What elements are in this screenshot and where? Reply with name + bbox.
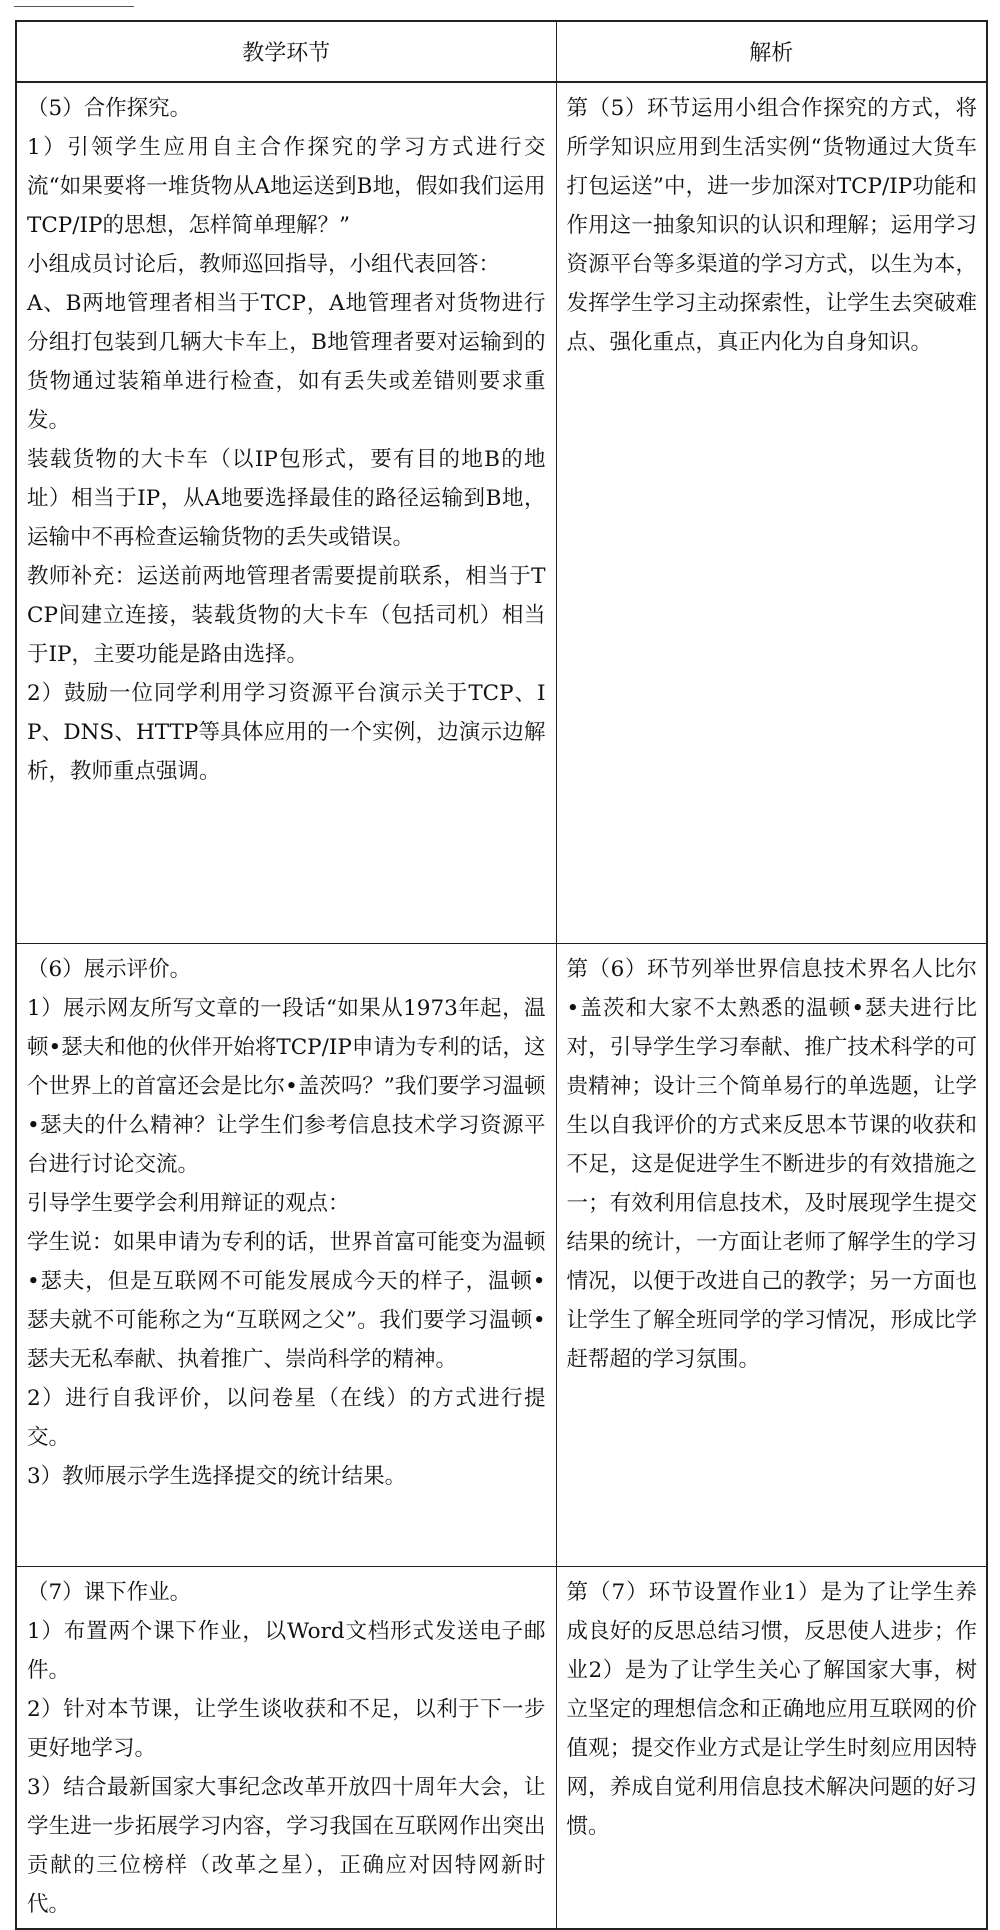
table-row <box>16 1567 987 1930</box>
stage-7-title: （7）课下作业。 <box>27 1580 192 1605</box>
analysis-cell-6 <box>556 944 987 1567</box>
stage-7-item-2: 2）针对本节课，让学生谈收获和不足，以利于下一步更好地学习。 <box>27 1697 546 1761</box>
stage-5-item-2: 2）鼓励一位同学利用学习资源平台演示关于TCP、IP、DNS、HTTP等具体应用的一个实例，边演示边解析，教师重点强调。 <box>27 681 546 784</box>
stage-7-item-3: 3）结合最新国家大事纪念改革开放四十周年大会，让学生进一步拓展学习内容，学习我国在互联网作出突出贡献的三位榜样（改革之星），正确应对因特网新时代。 <box>27 1775 546 1917</box>
stage-cell-7 <box>16 1567 556 1930</box>
stage-cell-5 <box>16 82 556 944</box>
stage-6-guide: 引导学生要学会利用辩证的观点： <box>27 1191 350 1216</box>
stage-5-teacher-note: 教师补充：运送前两地管理者需要提前联系，相当于TCP间建立连接，装载货物的大卡车（包括司机）相当于IP，主要功能是路由选择。 <box>27 564 546 667</box>
analysis-6-text: 第（6）环节列举世界信息技术界名人比尔•盖茨和大家不太熟悉的温顿•瑟夫进行比对，引导学生学习奉献、推广技术科学的可贵精神；设计三个简单易行的单选题，让学生以自我评价的方式来反思本节课的收获和不足，这是促进学生不断进步的有效措施之一；有效利用信息技术，及时展现学生提交结果的统计，一方面让老师了解学生的学习情况，以便于改进自己的教学；另一方面也让学生了解全班同学的学习情况，形成比学赶帮超的学习氛围。 <box>566 957 977 1372</box>
stage-5-item-1: 1）引领学生应用自主合作探究的学习方式进行交流“如果要将一堆货物从A地运送到B地，假如我们运用TCP/IP的思想，怎样简单理解？” <box>27 135 546 238</box>
stage-cell-6 <box>16 944 556 1567</box>
table-row <box>16 944 987 1567</box>
stage-5-title: （5）合作探究。 <box>27 96 192 121</box>
lesson-analysis-table <box>15 20 988 1930</box>
stage-6-item-2: 2）进行自我评价，以问卷星（在线）的方式进行提交。 <box>27 1386 546 1450</box>
analysis-5-text: 第（5）环节运用小组合作探究的方式，将所学知识应用到生活实例“货物通过大货车打包运送”中，进一步加深对TCP/IP功能和作用这一抽象知识的认识和理解；运用学习资源平台等多渠道的学习方式，以生为本，发挥学生学习主动探索性，让学生去突破难点、强化重点，真正内化为自身知识。 <box>566 96 977 355</box>
stage-5-answer-tcp: A、B两地管理者相当于TCP，A地管理者对货物进行分组打包装到几辆大卡车上，B地管理者要对运输到的货物通过装箱单进行检查，如有丢失或差错则要求重发。 <box>27 291 546 433</box>
stage-6-item-3: 3）教师展示学生选择提交的统计结果。 <box>27 1464 407 1489</box>
table-row <box>16 82 987 944</box>
stage-6-title: （6）展示评价。 <box>27 957 192 982</box>
header-stage: 教学环节 <box>16 21 556 82</box>
stage-6-student-answer: 学生说：如果申请为专利的话，世界首富可能变为温顿•瑟夫，但是互联网不可能发展成今天的样子，温顿•瑟夫就不可能称之为“互联网之父”。我们要学习温顿•瑟夫无私奉献、执着推广、崇尚科学的精神。 <box>27 1230 546 1372</box>
stage-6-item-1: 1）展示网友所写文章的一段话“如果从1973年起，温顿•瑟夫和他的伙伴开始将TCP/IP申请为专利的话，这个世界上的首富还会是比尔•盖茨吗？”我们要学习温顿•瑟夫的什么精神？让学生们参考信息技术学习资源平台进行讨论交流。 <box>27 996 546 1177</box>
header-rule <box>14 0 134 7</box>
analysis-cell-7 <box>556 1567 987 1930</box>
stage-7-item-1: 1）布置两个课下作业，以Word文档形式发送电子邮件。 <box>27 1619 546 1683</box>
header-analysis: 解析 <box>556 21 987 82</box>
stage-5-answer-ip: 装载货物的大卡车（以IP包形式，要有目的地B的地址）相当于IP，从A地要选择最佳的路径运输到B地，运输中不再检查运输货物的丢失或错误。 <box>27 447 546 550</box>
table-header-row <box>16 21 987 82</box>
analysis-7-text: 第（7）环节设置作业1）是为了让学生养成良好的反思总结习惯，反思使人进步；作业2）是为了让学生关心了解国家大事，树立坚定的理想信念和正确地应用互联网的价值观；提交作业方式是让学生时刻应用因特网，养成自觉利用信息技术解决问题的好习惯。 <box>566 1580 977 1839</box>
stage-5-discussion: 小组成员讨论后，教师巡回指导，小组代表回答： <box>27 252 501 277</box>
analysis-cell-5 <box>556 82 987 944</box>
